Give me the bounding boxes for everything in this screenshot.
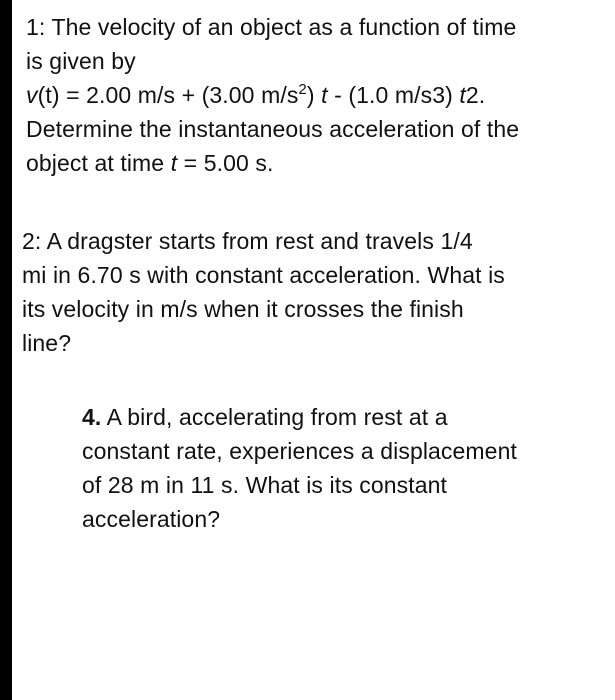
equation-exponent: 2 <box>298 81 307 98</box>
problem-1-line-1: 1: The velocity of an object as a function of time <box>26 14 517 40</box>
equation-part-3: - (1.0 m/s3) <box>327 82 460 108</box>
problem-1-line-2: is given by <box>26 48 136 74</box>
equation-t-1: t <box>321 82 328 108</box>
equation-v: v <box>26 82 38 108</box>
problem-2-line-3: its velocity in m/s when it crosses the finish <box>22 296 464 322</box>
problem-4-line-1 <box>82 400 612 434</box>
document-page <box>12 0 615 700</box>
problem-2-line-1: 2: A dragster starts from rest and travels 1/4 <box>22 228 473 254</box>
problem-4-line-3: of 28 m in 11 s. What is its constant <box>82 472 448 498</box>
problem-1-line-4: Determine the instantaneous acceleration of the <box>26 116 520 142</box>
equation-t-arg: (t) <box>37 82 60 108</box>
problem-4-number: 4. <box>82 404 102 430</box>
problem-1 <box>26 10 611 180</box>
line-5-suffix: = 5.00 s. <box>177 150 274 176</box>
problem-4 <box>82 400 612 536</box>
problem-4-line-4: acceleration? <box>82 506 221 532</box>
problem-4-line-1-text: A bird, accelerating from rest at a <box>101 404 448 430</box>
line-5-prefix: object at time <box>26 150 171 176</box>
problem-2 <box>22 224 607 360</box>
equation-part-2: ) <box>306 82 322 108</box>
line-5-t: t <box>170 150 178 176</box>
equation-part-1: = 2.00 m/s + (3.00 m/s <box>59 82 299 108</box>
velocity-equation <box>26 78 611 112</box>
problem-4-line-2: constant rate, experiences a displacement <box>82 438 517 464</box>
equation-t-2: t <box>459 82 466 108</box>
problem-1-line-5 <box>26 146 611 180</box>
problem-2-line-2: mi in 6.70 s with constant acceleration. What is <box>22 262 505 288</box>
equation-part-4: 2. <box>465 82 486 108</box>
problem-2-line-4: line? <box>22 330 72 356</box>
